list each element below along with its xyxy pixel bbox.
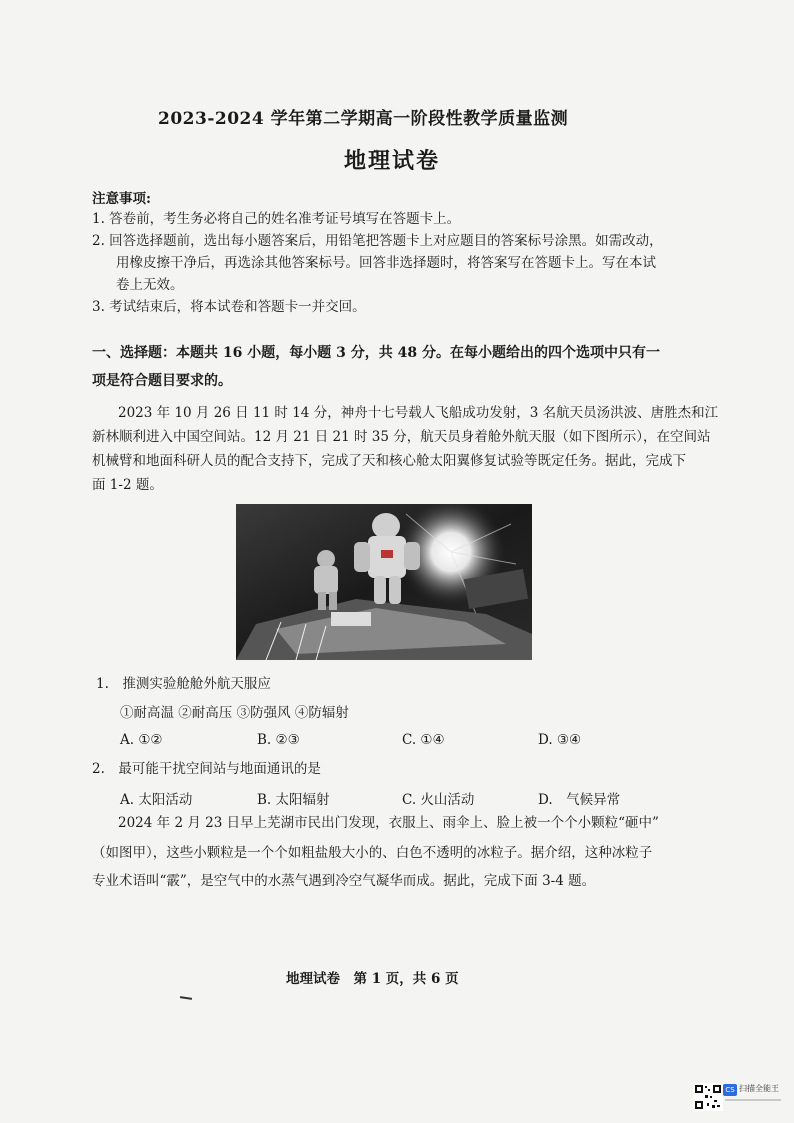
question-1-option-b: B. ②③ bbox=[257, 732, 300, 748]
question-1-option-a: A. ①② bbox=[120, 732, 163, 748]
question-2-option-d: D. 气候异常 bbox=[538, 792, 621, 808]
passage-1-line-4: 面 1-2 题。 bbox=[92, 477, 163, 493]
exam-title: 2023-2024 学年第二学期高一阶段性教学质量监测 bbox=[158, 109, 569, 129]
astronaut-spacewalk-photo bbox=[236, 504, 532, 660]
passage-1-line-2: 新林顺利进入中国空间站。12 月 21 日 21 时 35 分，航天员身着舱外航天服（如下图所示），在空间站 bbox=[92, 429, 711, 445]
qr-code-icon bbox=[693, 1083, 723, 1111]
page-footer: 地理试卷 第 1 页，共 6 页 bbox=[286, 971, 459, 987]
notice-item-2-line-3: 卷上无效。 bbox=[116, 277, 184, 293]
question-2-option-b: B. 太阳辐射 bbox=[257, 792, 330, 808]
scanner-logo-icon: CS bbox=[723, 1084, 737, 1096]
section-heading-line-2: 项是符合题目要求的。 bbox=[92, 373, 232, 389]
scan-mark bbox=[180, 996, 192, 1000]
passage-2-line-3: 专业术语叫“霰”，是空气中的水蒸气遇到冷空气凝华而成。据此，完成下面 3-4 题。 bbox=[92, 873, 596, 889]
passage-2-line-1: 2024 年 2 月 23 日早上芜湖市民出门发现，衣服上、雨伞上、脸上被一个个小颗粒“砸中” bbox=[118, 815, 659, 831]
question-2-stem: 2. 最可能干扰空间站与地面通讯的是 bbox=[92, 761, 321, 777]
passage-1-line-3: 机械臂和地面科研人员的配合支持下，完成了天和核心舱太阳翼修复试验等既定任务。据此，完成下 bbox=[92, 453, 686, 469]
exam-subject: 地理试卷 bbox=[344, 148, 441, 174]
passage-1-line-1: 2023 年 10 月 26 日 11 时 14 分，神舟十七号载人飞船成功发射，3 名航天员汤洪波、唐胜杰和江 bbox=[118, 405, 719, 421]
notice-item-2-line-2: 用橡皮擦干净后，再选涂其他答案标号。回答非选择题时，将答案写在答题卡上。写在本试 bbox=[116, 255, 656, 271]
passage-2-line-2: （如图甲），这些小颗粒是一个个如粗盐般大小的、白色不透明的冰粒子。据介绍，这种冰粒子 bbox=[92, 845, 653, 861]
question-1-stem: 1. 推测实验舱舱外航天服应 bbox=[96, 676, 271, 692]
notice-item-2-line-1: 2. 回答选择题前，选出每小题答案后，用铅笔把答题卡上对应题目的答案标号涂黑。如需改动， bbox=[92, 233, 663, 249]
question-1-option-d: D. ③④ bbox=[538, 732, 582, 748]
notice-heading: 注意事项: bbox=[92, 191, 151, 207]
notice-item-3: 3. 考试结束后，将本试卷和答题卡一并交回。 bbox=[92, 299, 366, 315]
question-1-option-c: C. ①④ bbox=[402, 732, 445, 748]
question-2-option-c: C. 火山活动 bbox=[402, 792, 475, 808]
scanner-tagline-mark bbox=[725, 1099, 781, 1101]
section-heading-line-1: 一、选择题：本题共 16 小题，每小题 3 分，共 48 分。在每小题给出的四个选项中只有一 bbox=[92, 345, 660, 361]
question-1-items: ①耐高温 ②耐高压 ③防强风 ④防辐射 bbox=[120, 705, 349, 721]
notice-item-1: 1. 答卷前，考生务必将自己的姓名准考证号填写在答题卡上。 bbox=[92, 211, 461, 227]
question-2-option-a: A. 太阳活动 bbox=[120, 792, 193, 808]
scanner-app-name: 扫描全能王 bbox=[739, 1084, 779, 1093]
